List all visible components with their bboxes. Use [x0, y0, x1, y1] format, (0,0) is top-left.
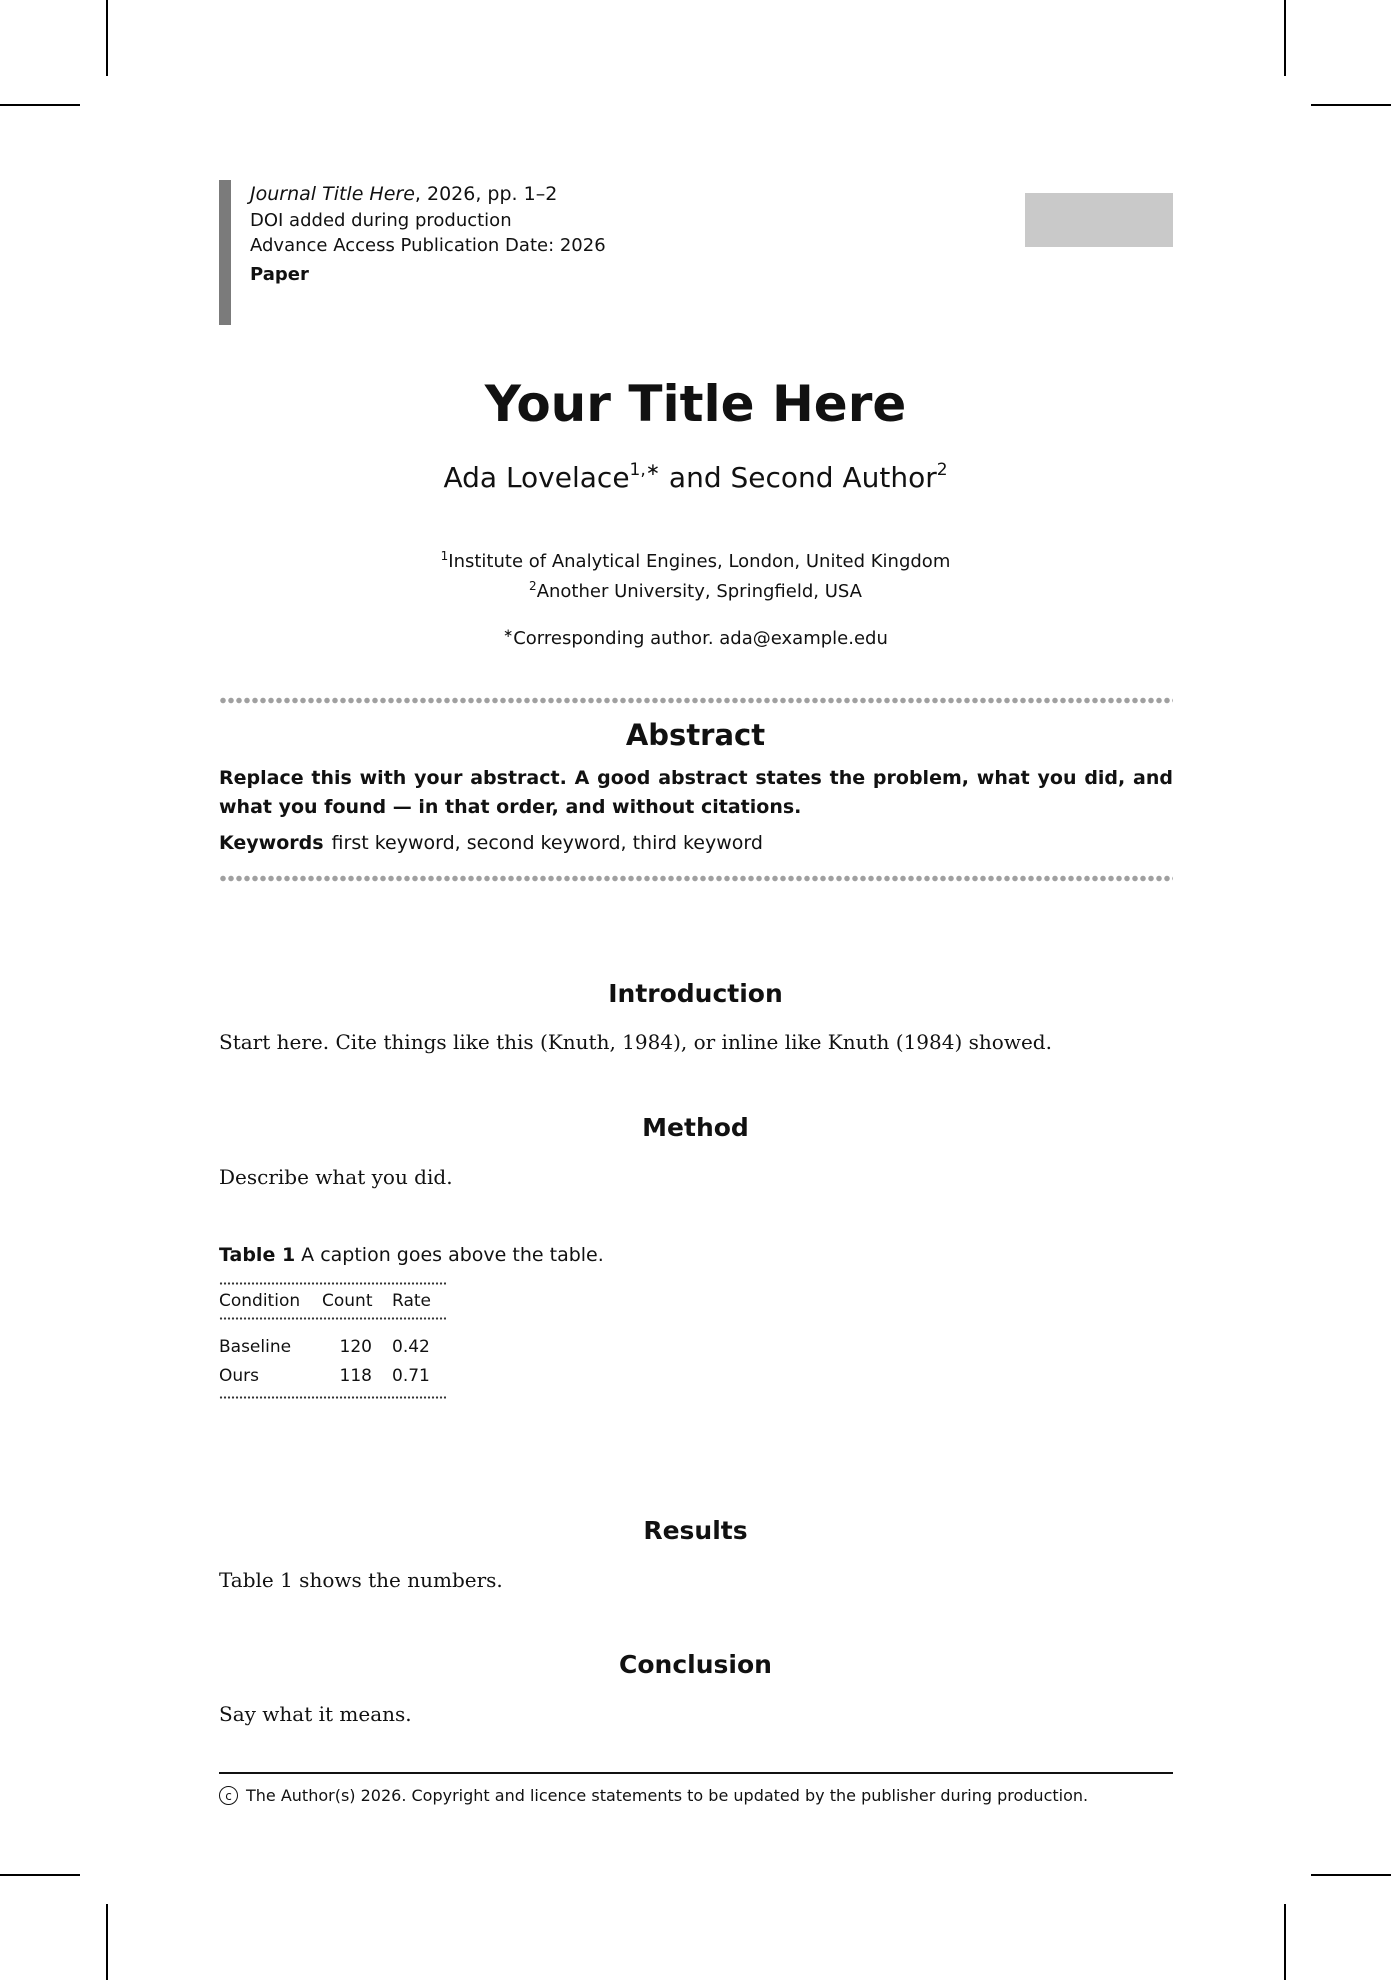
journal-pages: , 2026, pp. 1–2: [414, 183, 558, 205]
copyright-footer: [219, 1786, 1088, 1805]
crop-mark: [1311, 1874, 1391, 1876]
crop-mark: [1284, 1904, 1286, 1980]
table-bottom-rule: [219, 1396, 446, 1399]
cell-condition: Baseline: [219, 1336, 292, 1357]
table-row: [219, 1332, 446, 1361]
affiliation-1-text: Institute of Analytical Engines, London, United Kingdom: [448, 551, 951, 572]
footer-rule: [219, 1772, 1173, 1774]
cell-count: 120: [339, 1336, 372, 1357]
corresponding-text: Corresponding author. ada@example.edu: [513, 628, 888, 649]
header-accent-bar: [219, 180, 231, 325]
introduction-text: Start here. Cite things like this (Knuth, 1984), or inline like Knuth (1984) showed.: [219, 1030, 1052, 1054]
doi-line: DOI added during production: [250, 210, 512, 231]
keywords-list: first keyword, second keyword, third keyword: [331, 832, 763, 854]
crop-mark: [106, 1904, 108, 1980]
author-connector: and: [660, 461, 731, 494]
crop-mark: [0, 1874, 80, 1876]
affiliation-1-sup: 1: [440, 549, 449, 563]
copyright-text: The Author(s) 2026. Copyright and licence statements to be updated by the publisher during production.: [246, 1786, 1089, 1805]
header-condition: Condition: [219, 1291, 301, 1311]
abstract-top-divider: [219, 697, 1173, 704]
journal-name: Journal Title Here: [250, 183, 415, 205]
header-count: Count: [322, 1291, 373, 1311]
table-header-row: [219, 1285, 446, 1317]
crop-mark: [0, 104, 80, 106]
author-1: Ada Lovelace: [443, 461, 630, 494]
cell-rate: 0.42: [392, 1336, 430, 1357]
crop-mark: [106, 0, 108, 76]
crop-mark: [1284, 0, 1286, 76]
cell-condition: Ours: [219, 1365, 260, 1386]
abstract-bottom-divider: [219, 875, 1173, 882]
keywords-label: Keywords: [219, 832, 324, 854]
method-text: Describe what you did.: [219, 1165, 453, 1189]
crop-mark: [1311, 104, 1391, 106]
table-caption: [219, 1244, 604, 1266]
abstract-body: Replace this with your abstract. A good abstract states the problem, what you did, and what you found — in that order, and without citations.: [219, 767, 1173, 818]
corresponding-author: [0, 626, 1391, 649]
author-2: Second Author: [730, 461, 937, 494]
cell-rate: 0.71: [392, 1365, 430, 1386]
table-label: Table 1: [219, 1244, 296, 1266]
journal-header: [219, 180, 779, 325]
conclusion-heading: Conclusion: [619, 1650, 772, 1679]
table-caption-text: A caption goes above the table.: [301, 1244, 604, 1266]
introduction-heading: Introduction: [608, 979, 783, 1008]
header-rate: Rate: [392, 1291, 431, 1311]
results-text: Table 1 shows the numbers.: [219, 1568, 503, 1592]
affiliation-2-text: Another University, Springfield, USA: [536, 581, 862, 602]
logo-placeholder: [1025, 193, 1173, 247]
cell-count: 118: [339, 1365, 372, 1386]
article-type: Paper: [250, 264, 309, 285]
copyright-icon: c: [219, 1786, 238, 1805]
journal-citation: [250, 180, 606, 208]
method-heading: Method: [642, 1113, 749, 1142]
author-2-sup: 2: [936, 460, 948, 480]
affiliation-2: [0, 579, 1391, 602]
corresponding-sup: ∗: [503, 626, 514, 640]
author-line: [0, 460, 1391, 494]
results-heading: Results: [643, 1516, 748, 1545]
table-row: [219, 1361, 446, 1390]
conclusion-text: Say what it means.: [219, 1702, 412, 1726]
paper-title: Your Title Here: [484, 375, 907, 433]
author-1-sup: 1,∗: [629, 460, 661, 480]
affiliation-1: [0, 549, 1391, 572]
abstract-heading: Abstract: [625, 718, 766, 752]
results-table: [219, 1282, 446, 1399]
keywords-line: [219, 832, 763, 854]
affiliation-2-sup: 2: [529, 579, 537, 593]
access-date: Advance Access Publication Date: 2026: [250, 235, 606, 256]
